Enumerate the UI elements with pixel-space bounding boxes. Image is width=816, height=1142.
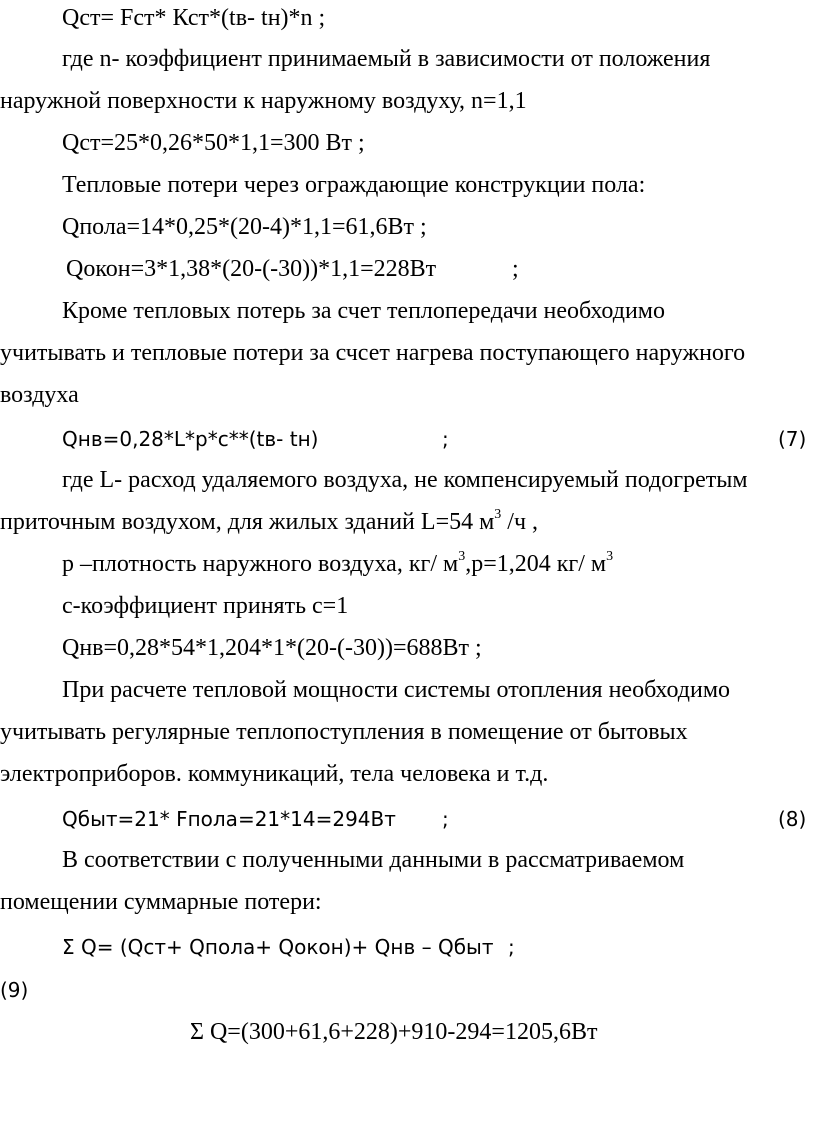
formula-qnv-semicolon: ; [442,427,449,451]
paragraph-heating-air-line3: воздуха [0,382,79,408]
paragraph-n-coefficient-line2: наружной поверхности к наружному воздуху, n=1,1 [0,88,527,114]
heading-floor-losses: Тепловые потери через ограждающие конструкции пола: [62,172,646,198]
calc-qnv: Qнв=0,28*54*1,204*1*(20-(-30))=688Вт ; [62,635,482,661]
formula-qbyt: Qбыт=21* Fпола=21*14=294Вт [62,807,396,831]
calc-qwindows-semicolon: ; [512,256,519,282]
calc-qwindows: Qокон=3*1,38*(20-(-30))*1,1=228Вт [66,256,437,282]
calc-total-losses: Σ Q=(300+61,6+228)+910-294=1205,6Вт [190,1019,598,1045]
formula-qst: Qст= Fст* Кст*(tв- tн)*n ; [62,5,326,31]
calc-qst: Qст=25*0,26*50*1,1=300 Вт ; [62,130,365,156]
paragraph-heating-air-line2: учитывать и тепловые потери за счсет нагрева поступающего наружного [0,340,746,366]
paragraph-density: р –плотность наружного воздуха, кг/ $м^3,р=1,204$ кг/ $м^3$ [62,549,614,577]
paragraph-heat-gains-line3: электроприборов. коммуникаций, тела человека и т.д. [0,761,549,787]
equation-number-8: (8) [778,807,807,831]
paragraph-heat-gains-line2: учитывать регулярные теплопоступления в помещение от бытовых [0,719,688,745]
paragraph-l-definition-line2: приточным воздухом, для жилых зданий L=54 $м^3$ /ч , [0,507,539,535]
paragraph-c-coefficient: с-коэффициент принять с=1 [62,593,349,619]
calc-qfloor: Qпола=14*0,25*(20-4)*1,1=61,6Вт ; [62,214,427,240]
paragraph-n-coefficient-line1: где n- коэффициент принимаемый в зависимости от положения [62,46,711,72]
formula-total-losses: Σ Q= (Qст+ Qпола+ Qокон)+ Qнв – Qбыт [62,935,494,959]
paragraph-heat-gains-line1: При расчете тепловой мощности системы отопления необходимо [62,677,731,703]
formula-qnv: Qнв=0,28*L*р*с**(tв- tн) [62,427,319,451]
paragraph-total-line2: помещении суммарные потери: [0,889,322,915]
equation-number-9: (9) [0,978,29,1002]
equation-number-7: (7) [778,427,807,451]
paragraph-total-line1: В соответствии с полученными данными в рассматриваемом [62,847,685,873]
paragraph-heating-air-line1: Кроме тепловых потерь за счет теплопередачи необходимо [62,298,665,324]
paragraph-l-definition-line1: где L- расход удаляемого воздуха, не компенсируемый подогретым [62,467,748,493]
formula-total-losses-semicolon: ; [508,935,515,959]
formula-qbyt-semicolon: ; [442,807,449,831]
